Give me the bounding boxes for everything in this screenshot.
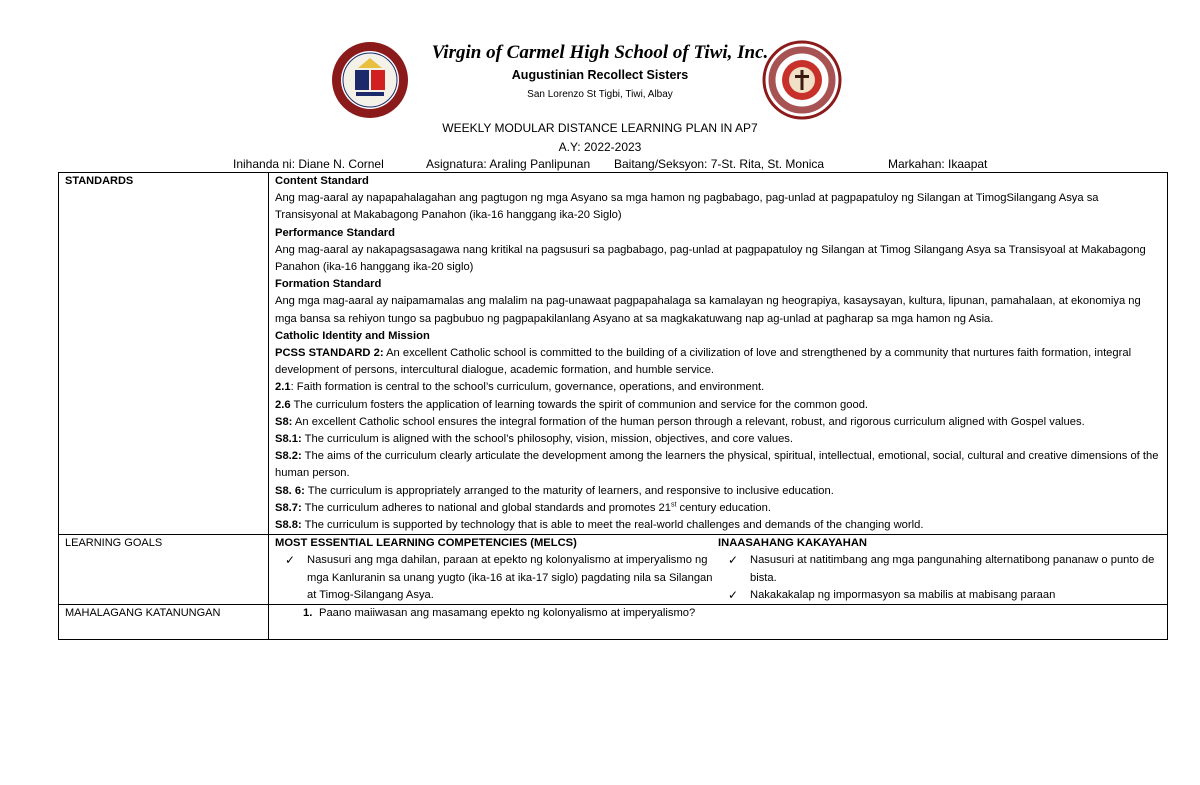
school-year: A.Y: 2022-2023 (558, 140, 642, 154)
learning-goals-label: LEARNING GOALS (59, 535, 269, 605)
standard-s8-2: S8.2: The aims of the curriculum clearly articulate the development among the learners the physical, spiritual, intellectual, emotional, social, cultural and creative dimensions of the human person. (275, 450, 1159, 480)
question-text: Paano maiiwasan ang masamang epekto ng kolonyalismo at imperyalismo? (319, 607, 696, 620)
standards-label: STANDARDS (59, 173, 269, 535)
formation-standard-text: Ang mga mag-aaral ay naipamamalas ang malalim na pag-unawaat pagpapahalaga sa kamalayan ng heograpiya, kasaysayan, kultura, lipunan, pamahalaan, at ekonomiya ng mga bansa sa rehiyon tungo sa pagbubuo ng pagpapakilanlang Asyano at sa magkakatuwang nap ag-unlad at pagharap sa mga hamon ng Asia. (275, 295, 1141, 325)
organization-name: Augustinian Recollect Sisters (511, 68, 689, 82)
expected-skill-text: Nakakakalap ng impormasyon sa mabilis at mabisang paraan (750, 588, 1056, 601)
formation-standard-heading: Formation Standard (275, 278, 382, 291)
melcs-column (275, 535, 718, 604)
standard-s8-6: S8. 6: The curriculum is appropriately arranged to the maturity of learners, and responsive to inclusive education. (275, 484, 834, 497)
learning-plan-table (58, 172, 1168, 640)
melcs-item (275, 552, 718, 604)
pcss-standard: PCSS STANDARD 2: An excellent Catholic school is committed to the building of a civilization of love and strengthened by a community that nurtures faith formation, integral development of persons, intercultural dialogue, academic formation, and humble service. (275, 347, 1132, 377)
school-name: Virgin of Carmel High School of Tiwi, Inc. (431, 42, 769, 63)
question-number: 1. (303, 607, 313, 620)
melcs-heading: MOST ESSENTIAL LEARNING COMPETENCIES (MELCS) (275, 537, 577, 550)
essential-questions-content (269, 605, 1168, 640)
expected-skill-text: Nasusuri at natitimbang ang mga pangunahing alternatibong pananaw o punto de bista. (750, 554, 1155, 584)
learning-goals-content (269, 535, 1168, 605)
subject: Asignatura: Araling Panlipunan (426, 157, 591, 171)
question-item (275, 605, 1161, 622)
school-address: San Lorenzo St Tigbi, Tiwi, Albay (527, 89, 673, 100)
standard-s8-7: S8.7: The curriculum adheres to national and global standards and promotes 21st century education. (275, 501, 771, 514)
expected-skill-item (718, 552, 1161, 586)
performance-standard-text: Ang mag-aaral ay nakapagsasagawa nang kritikal na pagsusuri sa pagbabago, pag-unlad at pagpapatuloy ng Silangan at Timog Silangang Asya sa Transisyoal at Makabagong Panahon (ika-16 hanggang ika-20 siglo) (275, 243, 1146, 274)
checkmark-icon: ✓ (728, 587, 739, 602)
expected-skills-heading: INAASAHANG KAKAYAHAN (718, 537, 867, 550)
content-standard-heading: Content Standard (275, 175, 369, 187)
standards-content (269, 173, 1168, 535)
standard-2-1: 2.1: Faith formation is central to the school’s curriculum, governance, operations, and environment. (275, 381, 765, 394)
learning-goals-row (59, 535, 1168, 605)
expected-skills-column (718, 535, 1161, 604)
plan-title: WEEKLY MODULAR DISTANCE LEARNING PLAN IN AP7 (442, 121, 758, 135)
content-standard-text: Ang mag-aaral ay napapahalagahan ang pagtugon ng mga Asyano sa mga hamon ng pagbabago, pag-unlad at pagpapatuloy ng Silangan at TimogSilangang Asya sa Transisyonal at Makabagong Panahon (ika-16 hanggang ika-20 Siglo) (275, 192, 1099, 222)
quarter: Markahan: Ikaapat (888, 157, 988, 171)
melcs-item-text: Nasusuri ang mga dahilan, paraan at epekto ng kolonyalismo at imperyalismo ng mga Kanluranin sa unang yugto (ika-16 at ika-17 siglo) pagdating nila sa Silangan at Timog-Silangang Asya. (307, 554, 713, 601)
expected-skill-item (718, 587, 1161, 604)
prepared-by: Inihanda ni: Diane N. Cornel (233, 157, 384, 171)
standards-row (59, 173, 1168, 535)
performance-standard-heading: Performance Standard (275, 226, 395, 239)
standard-2-6: 2.6 The curriculum fosters the application of learning towards the spirit of communion and service for the common good. (275, 398, 869, 411)
catholic-identity-heading: Catholic Identity and Mission (275, 329, 430, 342)
standard-s8-1: S8.1: The curriculum is aligned with the school’s philosophy, vision, mission, objectives, and core values. (275, 433, 793, 446)
checkmark-icon: ✓ (728, 553, 739, 568)
checkmark-icon: ✓ (285, 553, 296, 568)
goals-columns (275, 535, 1161, 604)
essential-questions-label: MAHALAGANG KATANUNGAN (59, 605, 269, 640)
standard-s8-8: S8.8: The curriculum is supported by technology that is able to meet the real-world challenges and demands of the changing world. (275, 519, 924, 532)
document-header (0, 0, 1200, 171)
essential-questions-row (59, 605, 1168, 640)
grade-section: Baitang/Seksyon: 7-St. Rita, St. Monica (614, 157, 825, 171)
standard-s8: S8: An excellent Catholic school ensures the integral formation of the human person through a relevant, robust, and rigorous curriculum aligned with Gospel values. (275, 415, 1085, 428)
